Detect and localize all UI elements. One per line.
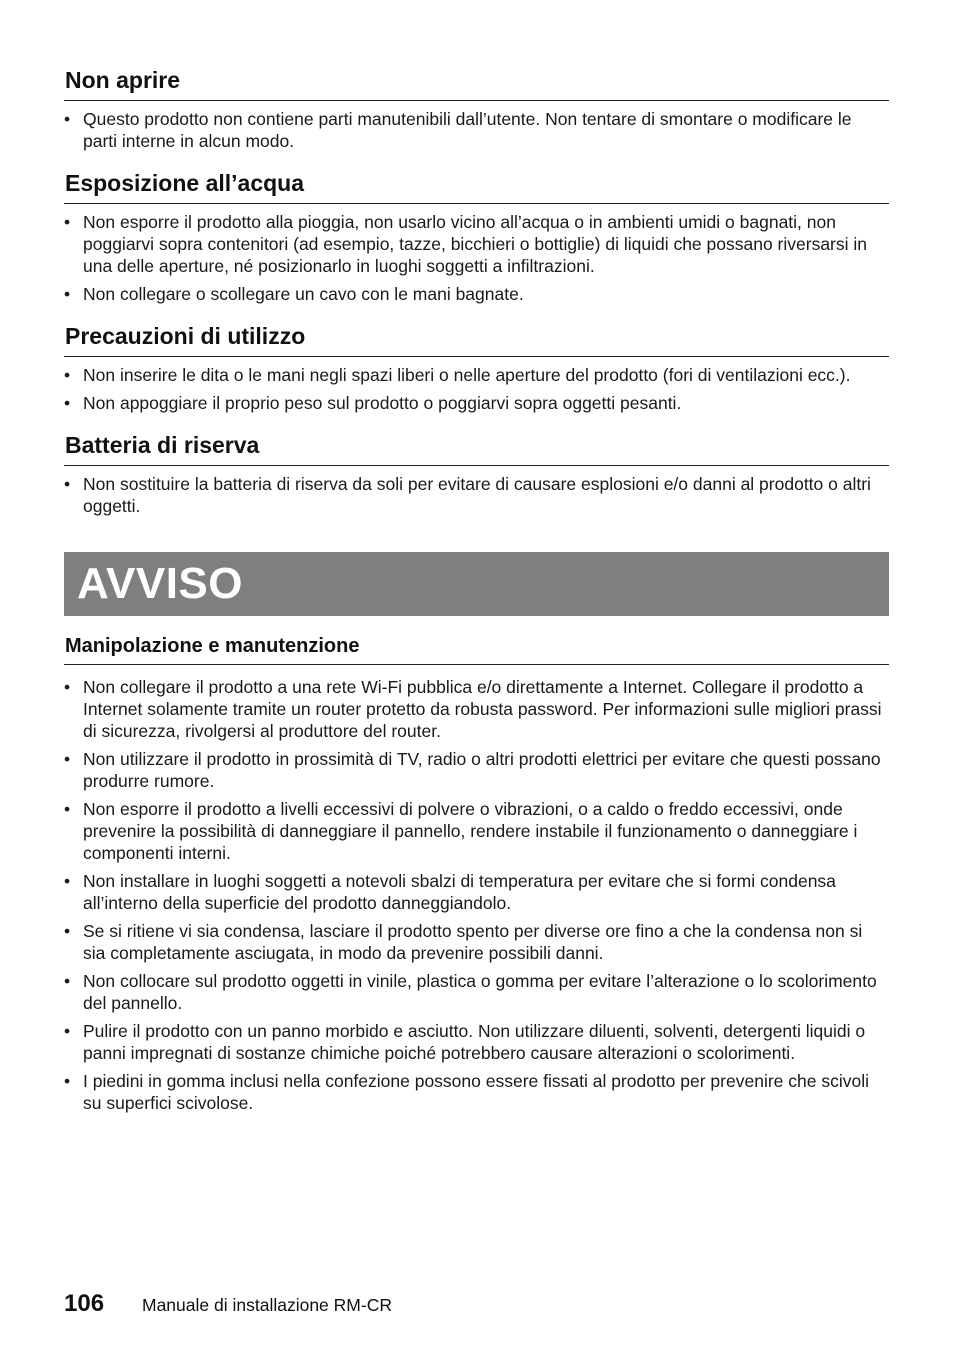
page-content bbox=[64, 66, 889, 1120]
notice-banner-title: AVVISO bbox=[77, 559, 244, 608]
list-item: • Non appoggiare il proprio peso sul prodotto o poggiarvi sopra oggetti pesanti. bbox=[64, 393, 682, 413]
bullet-icon: • bbox=[64, 799, 71, 819]
bullet-icon: • bbox=[64, 1021, 71, 1041]
list-item: • Non esporre il prodotto a livelli eccessivi di polvere o vibrazioni, o a caldo o freddo eccessivi, onde prevenire la possibilità di danneggiare il pannello, rendere instabile il funzionamento o danneggiare i componenti interni. bbox=[64, 799, 858, 863]
bullet-list bbox=[64, 676, 889, 1114]
bullet-icon: • bbox=[64, 871, 71, 891]
list-item: • Pulire il prodotto con un panno morbido e asciutto. Non utilizzare diluenti, solventi, detergenti liquidi o panni impregnati di sostanze chimiche poiché potrebbero causare alterazioni o scolorimenti. bbox=[64, 1021, 866, 1063]
list-item: • Non collegare il prodotto a una rete Wi-Fi pubblica e/o direttamente a Internet. Collegare il prodotto a Internet solamente tramite un router protetto da robusta password. Per informazioni sulle migliori prassi di sicurezza, rivolgersi al produttore del router. bbox=[64, 677, 882, 741]
section-precauzioni-utilizzo bbox=[64, 322, 889, 414]
bullet-icon: • bbox=[64, 677, 71, 697]
section-title: Batteria di riserva bbox=[64, 431, 889, 466]
manual-title: Manuale di installazione RM-CR bbox=[142, 1295, 392, 1315]
bullet-icon: • bbox=[64, 749, 71, 769]
section-title: Non aprire bbox=[64, 66, 889, 101]
bullet-icon: • bbox=[64, 365, 71, 385]
bullet-icon: • bbox=[64, 284, 71, 304]
page-number: 106 bbox=[64, 1290, 105, 1317]
list-item: • Non esporre il prodotto alla pioggia, non usarlo vicino all’acqua o in ambienti umidi o bagnati, non poggiarvi sopra contenitori (ad esempio, tazze, bicchieri o bottiglie) di liquidi che possano riversarsi in una delle aperture, né posizionarlo in luoghi soggetti a infiltrazioni. bbox=[64, 212, 868, 276]
list-item: • Questo prodotto non contiene parti manutenibili dall’utente. Non tentare di smontare o modificare le parti interne in alcun modo. bbox=[64, 109, 852, 151]
bullet-icon: • bbox=[64, 474, 71, 494]
bullet-icon: • bbox=[64, 109, 71, 129]
bullet-icon: • bbox=[64, 971, 71, 991]
section-esposizione-acqua bbox=[64, 169, 889, 305]
list-item: • Non collegare o scollegare un cavo con le mani bagnate. bbox=[64, 284, 524, 304]
section-title: Esposizione all’acqua bbox=[64, 169, 889, 204]
bullet-list bbox=[64, 108, 889, 152]
list-item: • Non collocare sul prodotto oggetti in vinile, plastica o gomma per evitare l’alterazione o lo scolorimento del pannello. bbox=[64, 971, 877, 1013]
page-footer bbox=[64, 1290, 392, 1318]
bullet-icon: • bbox=[64, 1071, 71, 1091]
bullet-icon: • bbox=[64, 921, 71, 941]
bullet-list bbox=[64, 211, 889, 305]
section-non-aprire bbox=[64, 66, 889, 152]
bullet-icon: • bbox=[64, 393, 71, 413]
list-item: • I piedini in gomma inclusi nella confezione possono essere fissati al prodotto per prevenire che scivoli su superfici scivolose. bbox=[64, 1071, 869, 1113]
section-title: Precauzioni di utilizzo bbox=[64, 322, 889, 357]
list-item: • Non sostituire la batteria di riserva da soli per evitare di causare esplosioni e/o danni al prodotto o altri oggetti. bbox=[64, 474, 871, 516]
bullet-list bbox=[64, 364, 889, 414]
bullet-icon: • bbox=[64, 212, 71, 232]
notice-banner bbox=[64, 552, 889, 616]
list-item: • Non inserire le dita o le mani negli spazi liberi o nelle aperture del prodotto (fori di ventilazioni ecc.). bbox=[64, 365, 851, 385]
list-item: • Non installare in luoghi soggetti a notevoli sbalzi di temperatura per evitare che si formi condensa all’interno della superficie del prodotto danneggiandolo. bbox=[64, 871, 836, 913]
section-manipolazione-manutenzione bbox=[64, 634, 889, 1114]
bullet-list bbox=[64, 473, 889, 517]
section-batteria-riserva bbox=[64, 431, 889, 517]
list-item: • Se si ritiene vi sia condensa, lasciare il prodotto spento per diverse ore fino a che la condensa non si sia completamente asciugata, in modo da prevenire possibili danni. bbox=[64, 921, 863, 963]
section-title: Manipolazione e manutenzione bbox=[64, 634, 889, 665]
list-item: • Non utilizzare il prodotto in prossimità di TV, radio o altri prodotti elettrici per evitare che questi possano produrre rumore. bbox=[64, 749, 881, 791]
